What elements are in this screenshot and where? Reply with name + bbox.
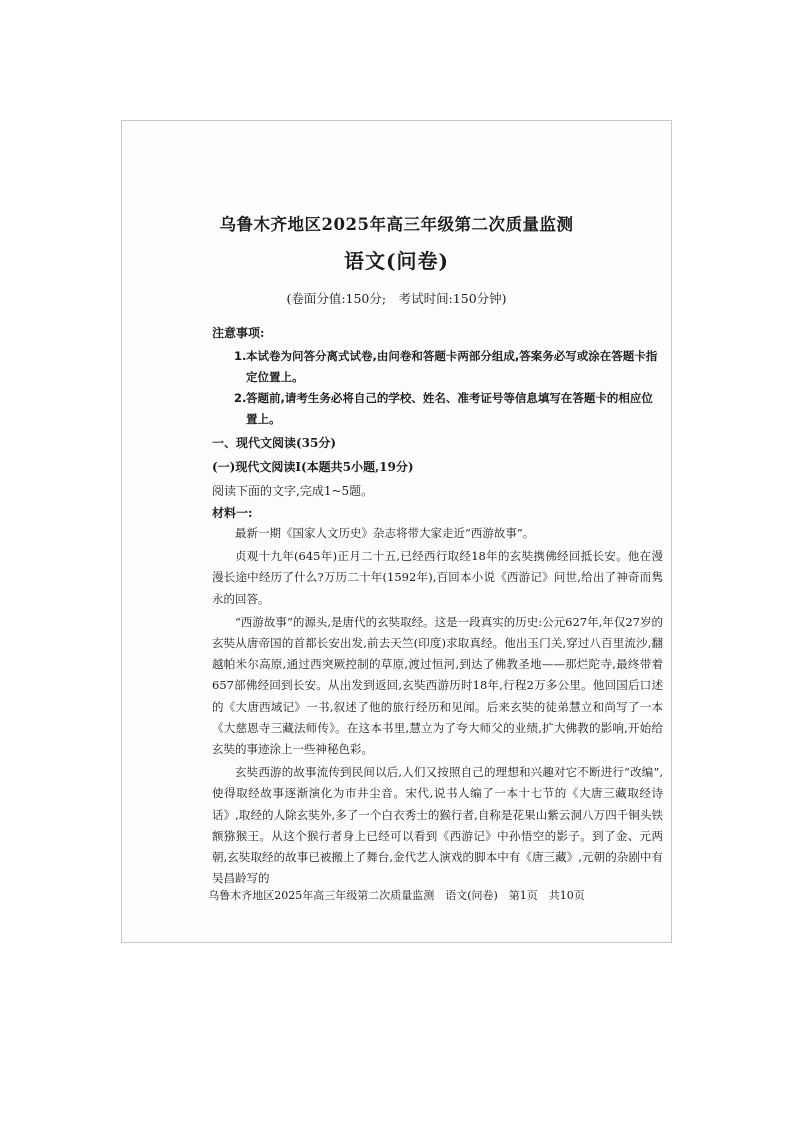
page-footer: 乌鲁木齐地区2025年高三年级第二次质量监测 语文(问卷) 第1页 共10页 [208, 889, 585, 902]
notice-item-text: 本试卷为问答分离式试卷,由问卷和答题卡两部分组成,答案务必写或涂在答题卡指定位置上。 [246, 349, 658, 384]
notice-item-number: 2. [234, 391, 247, 405]
paragraph: 最新一期《国家人文历史》杂志将带大家走近“西游故事”。 [235, 526, 535, 540]
section-heading: 一、现代文阅读(35分) [212, 436, 337, 450]
exam-title: 乌鲁木齐地区2025年高三年级第二次质量监测 [219, 215, 574, 234]
paragraph: “西游故事”的源头,是唐代的玄奘取经。这是一段真实的历史:公元627年,年仅27岁的玄奘从唐帝国的首都长安出发,前去天竺(印度)求取真经。他出玉门关,穿过八百里流沙,翻越帕米尔高原,通过西突厥控制的草原,渡过恒河,到达了佛教圣地——那烂陀寺,最终带着657部佛经回到长安。从出发到返回,玄奘西游历时18年,行程2万多公里。他回国后口述的《大唐西域记》一书,叙述了他的旅行经历和见闻。后来玄奘的徒弟慧立和尚写了一本《大慈恩寺三藏法师传》。在这本书里,慧立为了夸大师父的业绩,扩大佛教的影响,开始给玄奘的事迹涂上一些神秘色彩。 [212, 614, 663, 757]
material-text [212, 523, 663, 891]
notice-item-number: 1. [234, 349, 247, 363]
notice-block [212, 324, 663, 430]
paragraph: 玄奘西游的故事流传到民间以后,人们又按照自己的理想和兴趣对它不断进行“改编”,使得取经故事逐渐演化为市井尘音。宋代,说书人编了一本十七节的《大唐三藏取经诗话》,取经的人除玄奘外,多了一个白衣秀士的猴行者,自称是花果山紫云洞八万四千铜头铁额猕猴王。从这个猴行者身上已经可以看到《西游记》中孙悟空的影子。到了金、元两朝,玄奘取经的故事已被搬上了舞台,金代艺人演戏的脚本中有《唐三藏》,元朝的杂剧中有吴昌龄写的 [212, 765, 663, 886]
paragraph: 贞观十九年(645年)正月二十五,已经西行取经18年的玄奘携佛经回抵长安。他在漫漫长途中经历了什么?万历二十年(1592年),百回本小说《西游记》问世,给出了神奇而隽永的回答。 [212, 549, 663, 606]
exam-page [121, 120, 672, 943]
subsection-heading: (一)现代文阅读I(本题共5小题,19分) [212, 460, 414, 474]
reading-instruction: 阅读下面的文字,完成1~5题。 [212, 484, 374, 498]
material-label: 材料一: [212, 506, 253, 520]
subject-title: 语文(问卷) [344, 249, 449, 273]
notice-heading: 注意事项: [212, 326, 265, 340]
notice-item [212, 346, 663, 388]
notice-item-text: 答题前,请考生务必将自己的学校、姓名、准考证号等信息填写在答题卡的相应位置上。 [246, 391, 653, 426]
notice-item [212, 388, 663, 430]
score-info: (卷面分值:150分; 考试时间:150分钟) [286, 291, 507, 306]
